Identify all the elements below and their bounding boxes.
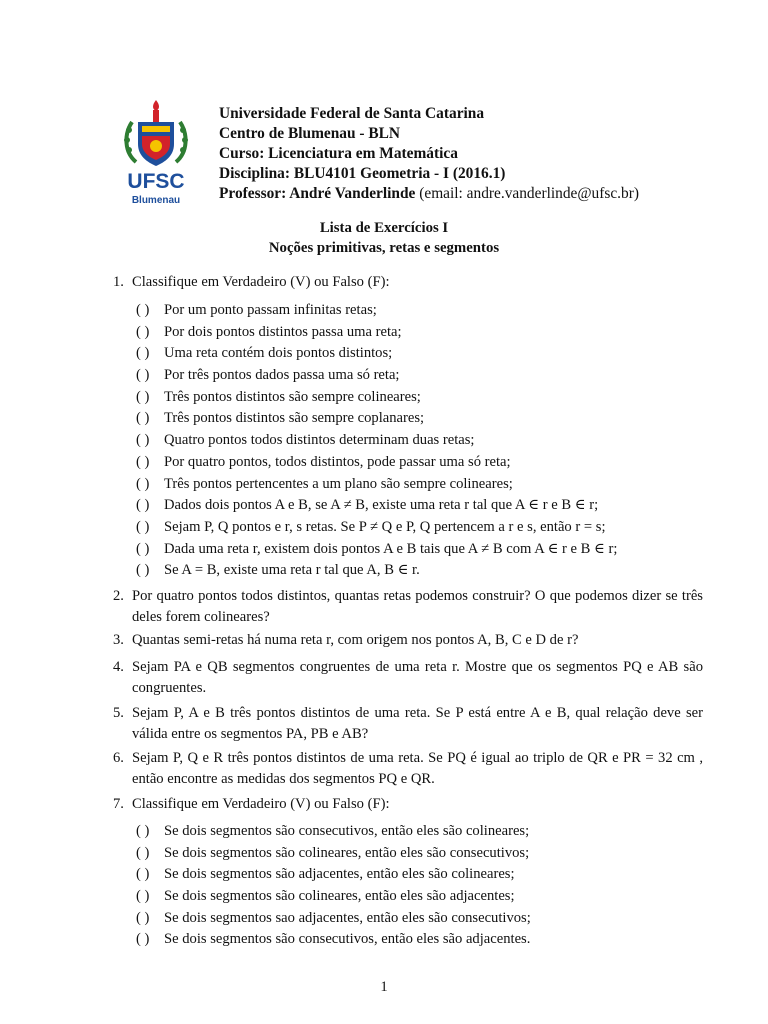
statement-text: Por dois pontos distintos passa uma reta; <box>164 323 402 340</box>
statement-item <box>136 300 617 322</box>
question-3 <box>113 630 703 651</box>
discipline-name: Disciplina: BLU4101 Geometria - I (2016.1) <box>219 165 506 182</box>
statement-text: Três pontos distintos são sempre colineares; <box>164 388 421 405</box>
question-number: 1. <box>113 274 124 290</box>
answer-blank[interactable]: ( ) <box>136 453 150 470</box>
statement-text: Se dois segmentos são consecutivos, então eles são colineares; <box>164 823 530 839</box>
statement-item <box>136 864 531 886</box>
statement-item <box>136 343 617 365</box>
statement-text: Dada uma reta r, existem dois pontos A e B tais que A ≠ B com A ∈ r e B ∈ r; <box>164 540 618 557</box>
answer-blank[interactable]: ( ) <box>136 345 150 362</box>
statement-text: Se dois segmentos são adjacentes, então eles são colineares; <box>164 866 515 883</box>
answer-blank[interactable]: ( ) <box>136 410 150 427</box>
question-1 <box>113 272 703 293</box>
question-5 <box>113 703 703 745</box>
statement-item <box>136 908 531 930</box>
statement-text: Se dois segmentos são colineares, então eles são consecutivos; <box>164 844 530 861</box>
answer-blank[interactable]: ( ) <box>136 931 150 948</box>
answer-blank[interactable]: ( ) <box>136 323 150 340</box>
statement-item <box>136 474 617 496</box>
question-6 <box>113 748 703 790</box>
answer-blank[interactable]: ( ) <box>136 497 150 514</box>
question-text: Classifique em Verdadeiro (V) ou Falso (F): <box>132 796 390 812</box>
statement-item <box>136 430 617 452</box>
question-7 <box>113 794 703 815</box>
professor-line <box>219 184 639 204</box>
question-text: Sejam PA e QB segmentos congruentes de uma reta r. Mostre que os segmentos PQ e AB são congruentes. <box>132 659 703 696</box>
statement-item <box>136 929 531 951</box>
answer-blank[interactable]: ( ) <box>136 432 150 449</box>
professor-email: (email: andre.vanderlinde@ufsc.br) <box>419 185 639 202</box>
statement-text: Por quatro pontos, todos distintos, pode passar uma só reta; <box>164 453 511 470</box>
question-number: 4. <box>113 659 124 675</box>
university-name: Universidade Federal de Santa Catarina <box>219 105 485 122</box>
ufsc-logo <box>120 100 192 210</box>
answer-blank[interactable]: ( ) <box>136 518 150 535</box>
question-text: Por quatro pontos todos distintos, quantas retas podemos construir? O que podemos dizer se três deles forem colineares? <box>132 588 703 625</box>
statement-item <box>136 408 617 430</box>
logo-text: UFSC <box>127 170 185 193</box>
logo-subtext: Blumenau <box>131 195 181 206</box>
answer-blank[interactable]: ( ) <box>136 562 150 579</box>
statement-item <box>136 539 617 561</box>
statement-text: Quatro pontos todos distintos determinam duas retas; <box>164 432 475 449</box>
statement-item <box>136 843 531 865</box>
statement-text: Três pontos pertencentes a um plano são sempre colineares; <box>164 475 513 492</box>
statement-item <box>136 452 617 474</box>
statement-text: Se dois segmentos são consecutivos, então eles são adjacentes. <box>164 931 531 948</box>
statement-text: Se dois segmentos sao adjacentes, então eles são consecutivos; <box>164 909 531 926</box>
statement-item <box>136 495 617 517</box>
answer-blank[interactable]: ( ) <box>136 844 150 861</box>
answer-blank[interactable]: ( ) <box>136 367 150 384</box>
question-number: 2. <box>113 588 124 604</box>
answer-blank[interactable]: ( ) <box>136 909 150 926</box>
question-1-items <box>136 300 617 582</box>
statement-text: Dados dois pontos A e B, se A ≠ B, existe uma reta r tal que A ∈ r e B ∈ r; <box>164 497 599 514</box>
question-text: Sejam P, Q e R três pontos distintos de uma reta. Se PQ é igual ao triplo de QR e PR = 32 cm , então encontre as medidas dos segmentos PQ e QR. <box>132 750 703 787</box>
answer-blank[interactable]: ( ) <box>136 540 150 557</box>
question-7-items <box>136 821 531 951</box>
statement-item <box>136 821 531 843</box>
list-title: Lista de Exercícios I <box>319 220 449 236</box>
document-header <box>219 104 639 204</box>
statement-text: Três pontos distintos são sempre coplanares; <box>164 410 425 427</box>
answer-blank[interactable]: ( ) <box>136 866 150 883</box>
question-2 <box>113 586 703 628</box>
answer-blank[interactable]: ( ) <box>136 823 150 839</box>
statement-text: Uma reta contém dois pontos distintos; <box>164 345 393 362</box>
statement-item <box>136 365 617 387</box>
question-number: 6. <box>113 750 124 766</box>
question-4 <box>113 657 703 699</box>
question-number: 7. <box>113 796 124 812</box>
statement-text: Por três pontos dados passa uma só reta; <box>164 367 400 384</box>
professor-name: Professor: André Vanderlinde <box>219 185 416 202</box>
question-text: Classifique em Verdadeiro (V) ou Falso (F): <box>132 274 390 290</box>
statement-item <box>136 560 617 582</box>
statement-text: Se dois segmentos são colineares, então eles são adjacentes; <box>164 888 515 905</box>
question-number: 5. <box>113 705 124 721</box>
course-name: Curso: Licenciatura em Matemática <box>219 145 458 162</box>
answer-blank[interactable]: ( ) <box>136 888 150 905</box>
page-number: 1 <box>380 979 388 995</box>
question-text: Quantas semi-retas há numa reta r, com origem nos pontos A, B, C e D de r? <box>132 632 579 648</box>
statement-item <box>136 322 617 344</box>
statement-text: Sejam P, Q pontos e r, s retas. Se P ≠ Q e P, Q pertencem a r e s, então r = s; <box>164 518 606 535</box>
statement-item <box>136 886 531 908</box>
answer-blank[interactable]: ( ) <box>136 302 150 318</box>
list-subtitle: Noções primitivas, retas e segmentos <box>268 240 500 256</box>
question-number: 3. <box>113 632 124 648</box>
statement-item <box>136 517 617 539</box>
answer-blank[interactable]: ( ) <box>136 475 150 492</box>
statement-text: Se A = B, existe uma reta r tal que A, B ∈ r. <box>164 562 420 579</box>
statement-item <box>136 387 617 409</box>
answer-blank[interactable]: ( ) <box>136 388 150 405</box>
question-text: Sejam P, A e B três pontos distintos de uma reta. Se P está entre A e B, qual relação deve ser válida entre os segmentos PA, PB e AB? <box>132 705 703 742</box>
center-name: Centro de Blumenau - BLN <box>219 125 400 142</box>
statement-text: Por um ponto passam infinitas retas; <box>164 302 377 318</box>
